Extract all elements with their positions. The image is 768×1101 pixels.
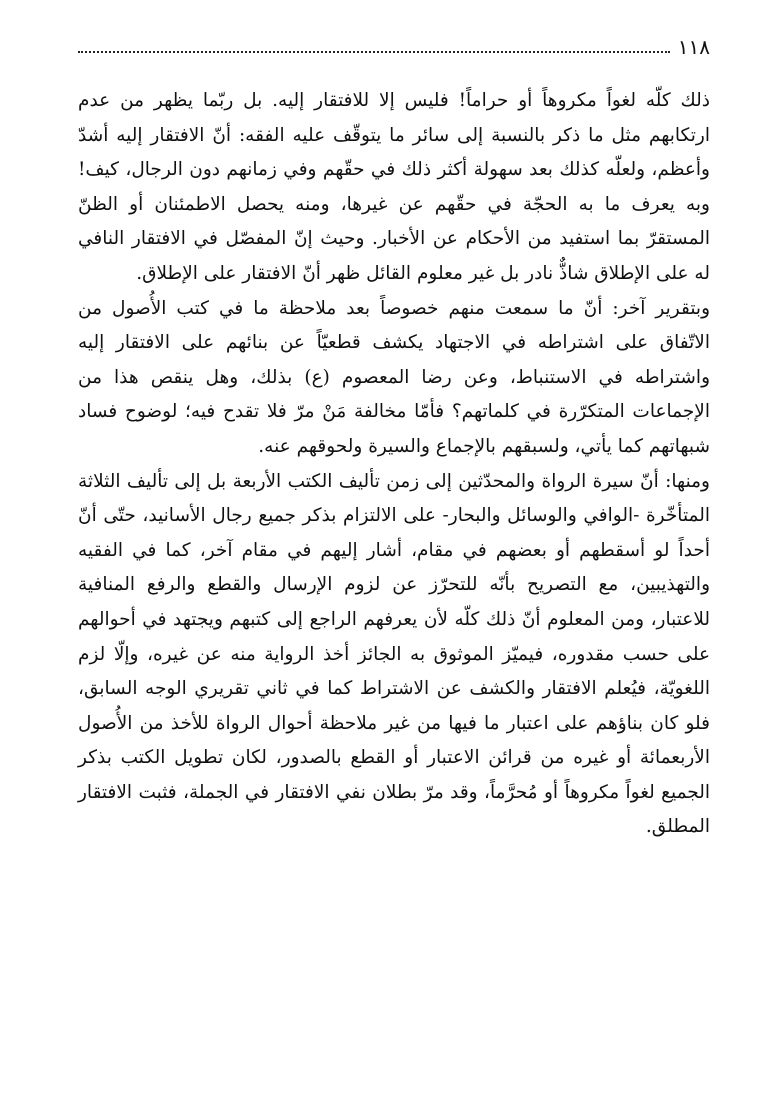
main-text [78, 84, 710, 845]
paragraph: ذلك كلّه لغواً مكروهاً أو حراماً! فليس إلا للافتقار إليه. بل ربّما يظهر من عدم ارتكابهم مثل ما ذكر بالنسبة إلى سائر ما يتوقّف عليه الفقه: أنّ الافتقار إليه أشدّ وأعظم، ولعلّه كذلك بعد سهولة أكثر ذلك في حقّهم وفي زمانهم دون الرجال، كيف! وبه يعرف ما به الحجّة في حقّهم عن غيرها، ومنه يحصل الاطمئنان أو الظنّ المستقرّ بما استفيد من الأحكام عن الأخبار. وحيث إنّ المفصّل في الافتقار النافي له على الإطلاق شاذٌّ نادر بل غير معلوم القائل ظهر أنّ الافتقار على الإطلاق. [78, 90, 710, 284]
book-page [78, 30, 710, 1080]
paragraph: وبتقرير آخر: أنّ ما سمعت منهم خصوصاً بعد ملاحظة ما في كتب الأُصول من الاتّفاق على اشتراطه في الاجتهاد يكشف قطعيّاً عن بنائهم على الافتقار إليه واشتراطه في الاستنباط، وعن رضا المعصوم (ع) بذلك، وهل ينقص هذا من الإجماعات المتكرّرة في كلماتهم؟ فأمّا مخالفة مَنْ مرّ فلا تقدح فيه؛ لوضوح فساد شبهاتهم كما يأتي، ولسبقهم بالإجماع والسيرة ولحوقهم عنه. [78, 297, 710, 457]
page-header [78, 30, 710, 64]
paragraph: ومنها: أنّ سيرة الرواة والمحدّثين إلى زمن تأليف الكتب الأربعة بل إلى تأليف الثلاثة المتأخّرة -الوافي والوسائل والبحار- على الالتزام بذكر جميع رجال الأسانيد، حتّى أنّ أحداً لو أسقطهم أو بعضهم في مقام، أشار إليهم في مقام آخر، كما في الفقيه والتهذيبين، مع التصريح بأنّه للتحرّز عن لزوم الإرسال والقطع والرفع المنافية للاعتبار، ومن المعلوم أنّ ذلك كلّه لأن يعرفهم الراجع إلى كتبهم ويجتهد في أحوالهم على حسب مقدوره، فيميّز الموثوق به الجائز أخذ الرواية منه عن غيره، وإلّا لزم اللغويّة، فيُعلم الافتقار والكشف عن الاشتراط كما في ثاني تقريري الوجه السابق، فلو كان بناؤهم على اعتبار ما فيها من غير ملاحظة أحوال الرواة للأخذ من الأُصول الأربعمائة أو غيره من قرائن الاعتبار أو القطع بالصدور، لكان تطويل الكتب بذكر الجميع لغواً مكروهاً أو مُحرَّماً، وقد مرّ بطلان نفي الافتقار في الجملة، فثبت الافتقار المطلق. [78, 470, 710, 838]
page-number: ١١٨ [677, 35, 710, 59]
header-dot-leader [78, 51, 670, 53]
